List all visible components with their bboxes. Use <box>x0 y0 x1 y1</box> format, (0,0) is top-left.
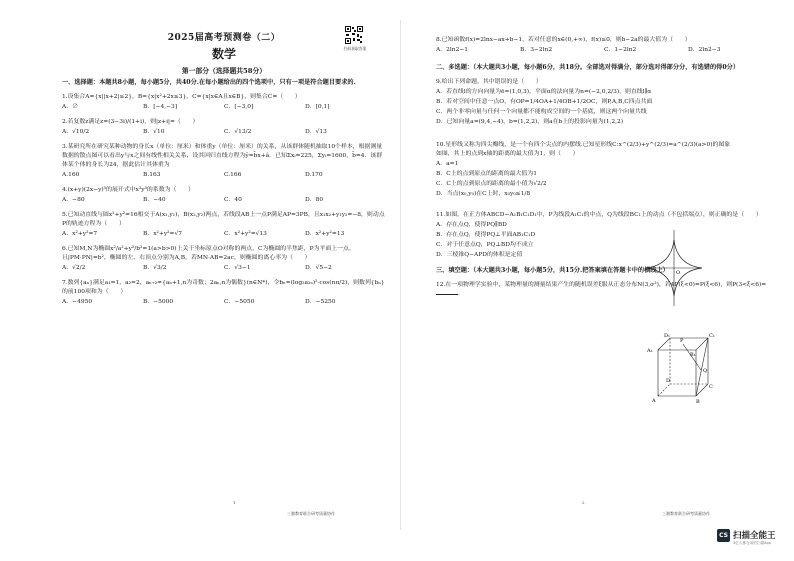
right-page <box>402 0 794 561</box>
option-d: D．[0,1] <box>305 104 330 110</box>
option-b: B．x²+y²=√7 <box>143 231 182 237</box>
question-10-options <box>436 159 656 199</box>
option-c: C．−5050 <box>224 299 255 305</box>
left-questions <box>62 93 386 307</box>
option-c: C．√3−1 <box>224 265 251 271</box>
q11-option-a: A．存在点Q，使得PQ∥BD <box>436 222 507 228</box>
q10-option-a: A．a=1 <box>436 161 459 167</box>
label-a1: A₁ <box>647 348 653 354</box>
option-d: D．√5−2 <box>305 265 332 271</box>
left-question-6-stem: 6.已知M,N为椭圆x²/a²+y²/b²=1(a>b>0)上关于坐标原点O对称的两点，C为椭圆的半焦距，P为平面上一点，且|PM·PN|=b²，椭圆的左、右顶点分别为A,B，若MN·AB=2ac，则椭圆的离心率为（ ） <box>62 246 355 261</box>
option-c: C．[−3,0] <box>224 104 254 110</box>
option-a: A．√10/2 <box>62 129 90 135</box>
left-question-1-options <box>62 102 386 112</box>
option-c: C．40 <box>224 197 242 203</box>
option-b: B．√3/2 <box>143 265 167 271</box>
option-d: D．x²+y²=13 <box>305 231 345 237</box>
question-11-stem: 11.如图，在正方体ABCD−A₁B₁C₁D₁中，P为线段A₁C₁的中点，Q为线段BC₁上的动点（不包括端点），则正确的是（ ） <box>436 212 762 218</box>
left-question-6-options <box>62 263 386 273</box>
option-a: A．∅ <box>62 104 79 110</box>
option-b: B．−40 <box>143 197 166 203</box>
qr-code-icon <box>345 26 363 44</box>
option-c: C.166 <box>224 172 242 178</box>
q10-option-d: D．当点(x₀,y₀)在C上时，x₀y₀≤1/8 <box>436 191 531 197</box>
camscanner-tagline: 3亿人都在用的扫描App <box>733 541 772 545</box>
left-question-5-options <box>62 229 386 239</box>
q10-option-b: B．C上的点到原点的距离的最大值为1 <box>436 171 537 177</box>
right-question-1-options <box>436 45 772 55</box>
right-footer-org: 三湘教育联合研考质量协作 <box>662 511 710 516</box>
left-question-7-options <box>62 297 386 307</box>
part-one-heading: 第一部分（选择题共58分） <box>181 67 267 75</box>
option-a: A．√2/2 <box>62 265 86 271</box>
cube-figure <box>646 330 716 408</box>
left-question-4-stem: 4.(x+y)(2x−y)⁵的展开式中x³y³的系数为（ ） <box>62 187 195 193</box>
option-c: C．x²+y²=√13 <box>224 231 267 237</box>
option-d: D．√13 <box>305 129 327 135</box>
q9-option-c: C．两个非零向量与任何一个向量都不能构成空间的一个基底，则这两个向量共线 <box>436 109 647 115</box>
option-b: B.163 <box>143 172 161 178</box>
left-page-number: 1 <box>233 500 236 505</box>
camscanner-name: 扫描全能王 <box>733 531 776 541</box>
astroid-origin-label: O <box>676 270 681 276</box>
label-b: B <box>696 399 700 405</box>
question-9-stem: 9.给出下列命题，其中错误的是（ ） <box>436 79 542 85</box>
qr-label: 扫码获取答案 <box>343 46 367 51</box>
option-d: D．−5250 <box>305 299 336 305</box>
astroid-figure <box>644 228 704 308</box>
answer-blank[interactable] <box>436 294 458 295</box>
q11-option-d: D．三棱锥Q−APD的体积是定值 <box>436 252 523 258</box>
exam-subject: 数学 <box>211 47 236 61</box>
option-d: D．2ln2−3 <box>688 47 721 53</box>
option-b: B．3−2ln2 <box>520 47 553 53</box>
section-three-heading: 三、填空题：（本大题共3小题，每小题5分，共15分.把答案填在答题卡中的横线上） <box>436 267 669 274</box>
question-9-options <box>436 87 772 127</box>
question-10-stem: 10.星形线又称为四尖瓣线，是一个有四个尖点的内摆线.已知星形线C:x^(2/3)+y^(2/3)=a^(2/3)(a>0)的图象如图，其上的点到x轴的距离的最大值为1，则（ ） <box>436 142 731 157</box>
right-top-questions <box>436 36 772 55</box>
left-question-1-stem: 1.设集合A={x||x+2|≤2}，B={x|x²+2x≤3}，C={x|x∈A且x∈B}，则集合C=（ ） <box>62 94 301 100</box>
option-a: A．x²+y²=7 <box>62 231 98 237</box>
left-question-2-stem: 2.若复数z满足z=(3−3i)/(1+i)，则|z+i|=（ ） <box>62 119 199 125</box>
option-d: D.170 <box>305 172 323 178</box>
option-d: D．80 <box>305 197 324 203</box>
left-footer-org: 三湘教育联合研考质量协作 <box>287 511 335 516</box>
q9-option-b: B．若对空间中任意一点O，有OP=1/4OA+1/4OB+1/2OC，则P,A,B,C四点共面 <box>436 99 653 105</box>
left-question-2-options <box>62 127 386 137</box>
option-c: C．√13/2 <box>224 129 252 135</box>
left-question-4-options <box>62 195 386 205</box>
question-12-tail: . <box>458 291 460 297</box>
exam-title: 2025届高考预测卷（二） <box>167 33 281 43</box>
right-question-1-stem: 8.已知函数f(x)=2lnx−ax+b−1，若对任意的x∈(0,+∞)，f(x)≤0，则b−2a的最大值为（ ） <box>436 37 691 43</box>
question-12 <box>436 281 772 299</box>
q11-option-b: B．存在点Q，使得PQ⊥平面AB₁C₁D <box>436 232 536 238</box>
section-two-heading: 二、多选题：（本大题共3小题，每小题6分，共18分。全部选对得满分，部分选对得部分分，有选错的得0分） <box>436 64 740 71</box>
label-p: P <box>680 338 684 344</box>
option-b: B．−5000 <box>143 299 174 305</box>
left-question-5-stem: 5.已知动直线与圆x²+y²=16相交于A(x₁,y₁)，B(x₂,y₂)两点，若线段AB上一点P满足AP=3PB，且x₁x₂+y₁y₂=−8，则动点P的轨迹方程为（ ） <box>62 212 385 227</box>
option-b: B．[−4,−3] <box>143 104 178 110</box>
left-question-7-stem: 7.数列{aₙ}满足a₁=1，a₂=2，aₙ₊₂={aₙ+1,n为奇数；2aₙ,n为偶数}(n∈N*)，令bₙ=(log₂a₂ₙ)²·cos(nπ/2)，则数列{bₙ}的前100项和为（ ） <box>62 280 385 295</box>
left-question-3-options <box>62 170 386 180</box>
option-b: B．√10 <box>143 129 165 135</box>
option-a: A．2ln2−1 <box>436 47 469 53</box>
question-11-options <box>436 220 656 260</box>
label-b1: B₁ <box>690 352 696 358</box>
left-question-3-stem: 3.某研究所在研究某种动物的身长x（单位：厘米）和体重y（单位：厘米）的关系，从该群体随机抽取10个样本，根据测量数据的散点图可以看出y与x之间有线性相关关系，设其回归直线方程为ŷ=b̂x+â．已知Σxᵢ=225，Σyᵢ=1600，b̂=4．该群体某个体的身长为24，据此估计其体重为 <box>62 144 383 168</box>
q9-option-d: D．已知向量a=(9,4,−4)，b=(1,2,2)，则a在b上的投影向量为(1,2,2) <box>436 119 624 125</box>
q9-option-a: A．若直线l的方向向量为ē=(1,0,3)，平面α的法向量为n=(−2,0,2/3)，则直线l∥α <box>436 89 652 95</box>
question-12-stem: 12.在一项物理学实验中，某物理量的测量结果产生的随机误差ξ服从正态分布N(3,σ²)，若4P(ξ<0)=P(ξ<6)，则P(3<ξ<6)= <box>436 282 767 288</box>
label-c: C <box>709 384 713 390</box>
option-c: C．1−2ln2 <box>604 47 637 53</box>
label-d: D <box>666 378 671 384</box>
camscanner-logo-icon: CS <box>717 529 730 542</box>
label-q: Q <box>703 368 708 374</box>
section-one-heading: 一、选择题：本题共8小题，每小题5分，共40分.在每小题给出的四个选项中，只有一项是符合题目要求的. <box>62 79 356 86</box>
label-c1: C₁ <box>709 333 715 339</box>
q11-option-c: C．对于任意点Q，PQ⊥BD均不成立 <box>436 242 534 248</box>
q10-option-c: C．C上的点到原点的距离的最小值为√2/2 <box>436 181 547 187</box>
option-a: A．−80 <box>62 197 85 203</box>
page-divider <box>400 20 401 530</box>
right-page-number: 2 <box>582 500 585 505</box>
option-a: A．−4950 <box>62 299 93 305</box>
label-a: A <box>652 398 656 404</box>
label-d1: D₁ <box>664 333 671 339</box>
option-a: A.160 <box>62 172 80 178</box>
